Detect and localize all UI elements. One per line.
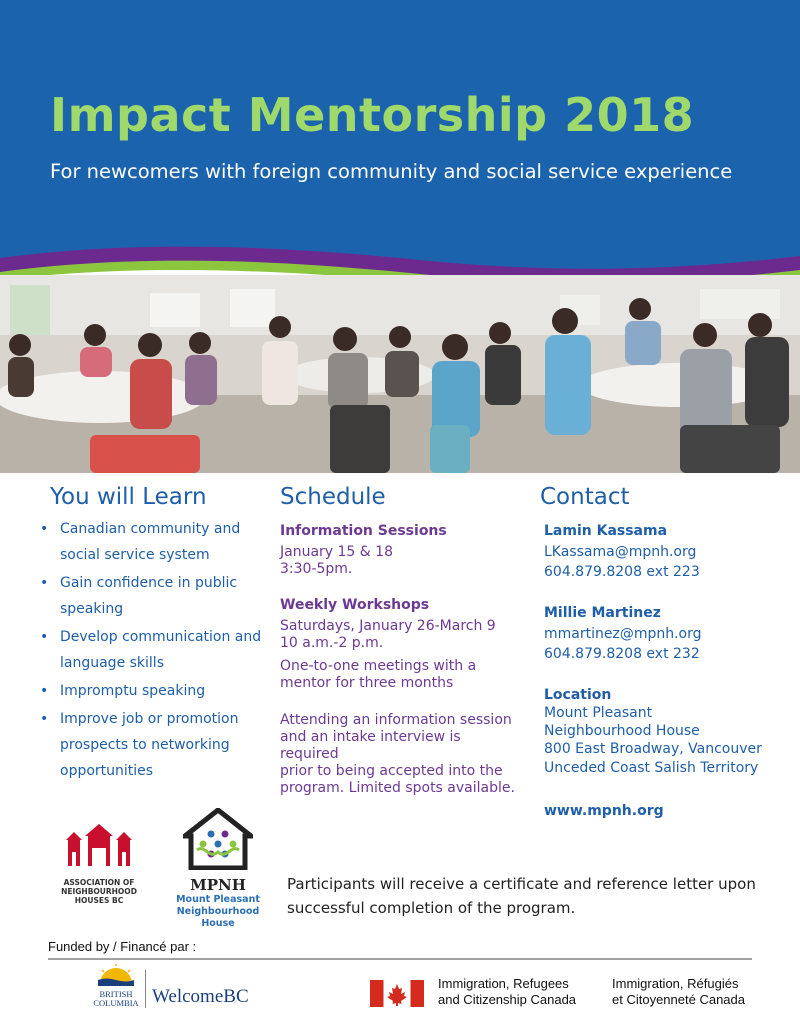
list-item-line: language skills (60, 655, 164, 671)
weekly-workshops-heading: Weekly Workshops (280, 597, 430, 613)
info-sessions-time: 3:30-5pm. (280, 561, 353, 577)
ircc-english (438, 976, 576, 1008)
learn-heading: You will Learn (50, 484, 207, 510)
list-item (38, 516, 273, 568)
certificate-note: Participants will receive a certificate and reference letter upon successful completion of the program. (287, 875, 756, 917)
note-line: and an intake interview is required (280, 729, 461, 762)
ircc-fr-line: et Citoyenneté Canada (612, 992, 745, 1007)
contact1-email[interactable]: LKassama@mpnh.org (544, 544, 697, 560)
list-item-line: Develop communication and (60, 629, 262, 645)
schedule-section (280, 522, 520, 797)
schedule-heading: Schedule (280, 484, 386, 510)
contact2-name: Millie Martinez (544, 605, 661, 621)
contact2-email[interactable]: mmartinez@mpnh.org (544, 626, 702, 642)
mpnh-house-icon (183, 808, 253, 870)
logo-divider (145, 970, 146, 1008)
info-sessions-heading: Information Sessions (280, 523, 447, 539)
workshop-photo (0, 275, 800, 473)
welcomebc-logo: WelcomeBC (152, 986, 249, 1007)
location-line: 800 East Broadway, Vancouver (544, 741, 762, 757)
note-line: program. Limited spots available. (280, 780, 515, 796)
mpnh-short-name: MPNH (190, 876, 246, 894)
divider (48, 958, 752, 960)
list-item (38, 706, 273, 784)
anhbc-houses-icon (52, 822, 146, 870)
note-line: Attending an information session (280, 712, 512, 728)
location-line: Mount Pleasant (544, 705, 653, 721)
anhbc-line: ASSOCIATION OF (63, 878, 135, 887)
location-line: Unceded Coast Salish Territory (544, 760, 759, 776)
mpnh-full-line: Mount Pleasant (176, 894, 260, 905)
header-banner (0, 0, 800, 300)
learn-list (38, 516, 273, 786)
british-columbia-logo (86, 964, 146, 1008)
ircc-en-line: Immigration, Refugees (438, 976, 569, 991)
list-item-line: social service system (60, 547, 210, 563)
workshop-dates: Saturdays, January 26-March 9 (280, 618, 496, 634)
contact1-phone: 604.879.8208 ext 223 (544, 564, 700, 580)
page-subtitle: For newcomers with foreign community and social service experience (50, 160, 733, 183)
bc-sun-icon (96, 964, 136, 986)
contact-section (544, 522, 794, 820)
ircc-french (612, 976, 745, 1008)
contact1-name: Lamin Kassama (544, 523, 668, 539)
location-heading: Location (544, 687, 612, 703)
anhbc-logo (52, 822, 146, 905)
list-item-line: speaking (60, 601, 124, 617)
contact-heading: Contact (540, 484, 630, 510)
list-item-line: prospects to networking (60, 737, 230, 753)
ircc-fr-line: Immigration, Réfugiés (612, 976, 739, 991)
ircc-en-line: and Citizenship Canada (438, 992, 577, 1007)
canada-flag-icon (370, 980, 424, 1007)
funded-by-label: Funded by / Financé par : (48, 939, 197, 954)
bc-line: BRITISH (99, 989, 133, 999)
list-item-line: opportunities (60, 763, 154, 779)
anhbc-line: NEIGHBOURHOOD (61, 887, 137, 896)
list-item-line: Canadian community and (60, 521, 241, 537)
mentor-line: mentor for three months (280, 675, 454, 691)
list-item-line: Impromptu speaking (60, 683, 206, 699)
list-item-line: Improve job or promotion (60, 711, 239, 727)
mpnh-full-line: Neighbourhood House (176, 906, 260, 929)
list-item (38, 678, 273, 704)
contact2-phone: 604.879.8208 ext 232 (544, 646, 700, 662)
location-line: Neighbourhood House (544, 723, 700, 739)
page-title: Impact Mentorship 2018 (50, 88, 695, 142)
list-item-line: Gain confidence in public (60, 575, 238, 591)
mpnh-logo (168, 808, 268, 930)
anhbc-line: HOUSES BC (74, 896, 124, 905)
mentor-line: One-to-one meetings with a (280, 658, 477, 674)
list-item (38, 624, 273, 676)
list-item (38, 570, 273, 622)
note-line: prior to being accepted into the (280, 763, 503, 779)
website-link[interactable]: www.mpnh.org (544, 803, 664, 819)
bc-line: COLUMBIA (93, 998, 139, 1008)
workshop-time: 10 a.m.-2 p.m. (280, 635, 384, 651)
info-sessions-dates: January 15 & 18 (280, 544, 393, 560)
